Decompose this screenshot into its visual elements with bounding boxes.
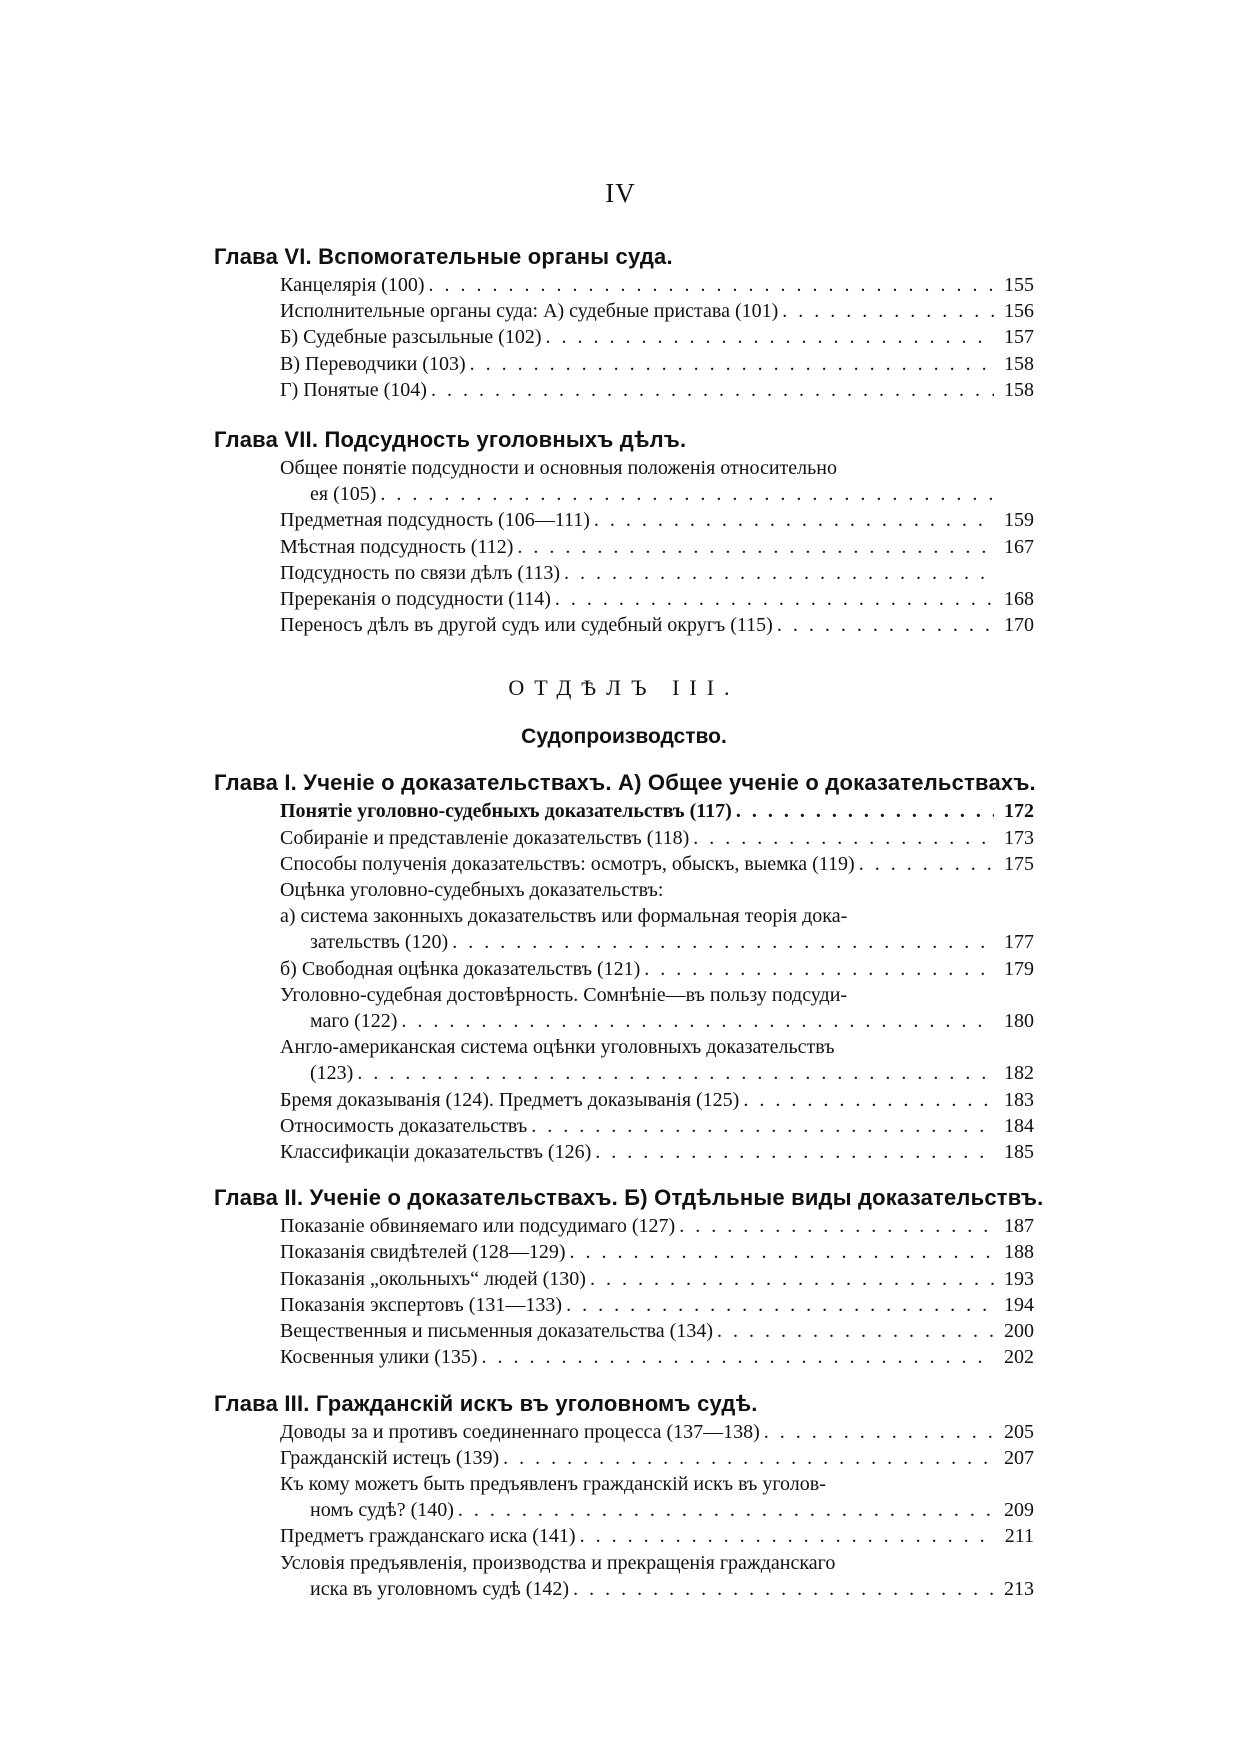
leader-dots — [470, 351, 994, 377]
toc-entry — [280, 351, 1034, 377]
toc-entry — [280, 1266, 1034, 1292]
entry-text: номъ судѣ? (140) — [310, 1499, 454, 1522]
entry-text: Пререканія о подсудности (114) — [280, 588, 551, 611]
leader-dots — [594, 507, 994, 533]
toc-entry — [280, 560, 1034, 586]
page-ref: 202 — [1004, 1346, 1034, 1369]
toc-entry — [280, 956, 1034, 982]
entry-text: Предметная подсудность (106—111) — [280, 509, 590, 532]
page-ref: 172 — [1004, 800, 1034, 823]
chapter-heading: Глава III. Гражданскій искъ въ уголовномъ судѣ. — [214, 1390, 758, 1416]
entry-text: Способы полученія доказательствъ: осмотръ, обыскъ, выемка (119) — [280, 852, 855, 875]
toc-entry — [310, 1008, 1034, 1034]
entry-text: Оцѣнка уголовно-судебныхъ доказательствъ: — [280, 879, 664, 902]
page-ref: 183 — [1004, 1088, 1034, 1111]
entry-text: Уголовно-судебная достовѣрность. Сомнѣніе—въ пользу подсуди- — [280, 983, 848, 1006]
leader-dots — [503, 1445, 994, 1471]
entry-text: Показанія экспертовъ (131—133) — [280, 1293, 563, 1316]
leader-dots — [573, 1576, 994, 1602]
toc-entry — [280, 1344, 1034, 1370]
page-ref: 187 — [1004, 1215, 1034, 1238]
leader-dots — [777, 612, 994, 638]
entry-text: Понятіе уголовно-судебныхъ доказательствъ (117) — [280, 800, 732, 823]
leader-dots — [693, 825, 994, 851]
leader-dots — [555, 586, 994, 612]
table-of-contents — [214, 244, 1044, 1602]
leader-dots — [595, 1139, 994, 1165]
leader-dots — [431, 377, 994, 403]
toc-entry — [280, 612, 1034, 638]
entry-text: Мѣстная подсудность (112) — [280, 535, 514, 558]
leader-dots — [644, 956, 994, 982]
toc-entry — [280, 507, 1034, 533]
entry-text: Показаніе обвиняемаго или подсудимаго (127) — [280, 1215, 676, 1238]
entry-text: Подсудность по связи дѣлъ (113) — [280, 561, 561, 584]
page-ref: 158 — [1004, 352, 1034, 375]
toc-entry — [280, 1523, 1034, 1549]
toc-entry — [280, 298, 1034, 324]
entry-text: Условія предъявленія, производства и прекращенія гражданскаго — [280, 1551, 836, 1574]
page-ref: 156 — [1004, 300, 1034, 323]
page-ref: 185 — [1004, 1141, 1034, 1164]
leader-dots — [736, 798, 994, 824]
entry-text: Предметъ гражданскаго иска (141) — [280, 1525, 576, 1548]
entry-text: Собираніе и представленіе доказательствъ (118) — [280, 826, 690, 849]
page-ref: 173 — [1004, 826, 1034, 849]
page-ref: 213 — [1004, 1577, 1034, 1600]
page-ref: 188 — [1004, 1241, 1034, 1264]
toc-entry — [280, 1239, 1034, 1265]
leader-dots — [458, 1497, 994, 1523]
leader-dots — [531, 1113, 994, 1139]
chapter-heading: Глава II. Ученіе о доказательствахъ. Б) Отдѣльные виды доказательствъ. — [214, 1185, 1044, 1211]
toc-entry — [280, 1318, 1034, 1344]
page-ref: 175 — [1004, 852, 1034, 875]
page-ref: 168 — [1004, 588, 1034, 611]
entry-text: Косвенныя улики (135) — [280, 1346, 478, 1369]
page-ref: 180 — [1004, 1010, 1034, 1033]
chapter-heading: Глава VI. Вспомогательные органы суда. — [214, 244, 673, 269]
leader-dots — [401, 1008, 994, 1034]
leader-dots — [580, 1523, 994, 1549]
toc-entry — [280, 1113, 1034, 1139]
leader-dots — [590, 1266, 994, 1292]
page-ref: 209 — [1004, 1499, 1034, 1522]
toc-entry — [280, 324, 1034, 350]
entry-text: зательствъ (120) — [310, 931, 449, 954]
leader-dots — [743, 1087, 994, 1113]
entry-text: Переносъ дѣлъ въ другой судъ или судебный округъ (115) — [280, 614, 773, 637]
toc-entry — [280, 534, 1034, 560]
page-ref: 200 — [1004, 1320, 1034, 1343]
entry-text: В) Переводчики (103) — [280, 352, 466, 375]
entry-text: Общее понятіе подсудности и основныя положенія относительно — [280, 457, 837, 480]
toc-entry — [280, 377, 1034, 403]
page-ref: 157 — [1004, 326, 1034, 349]
leader-dots — [380, 481, 994, 507]
entry-text: Англо-американская система оцѣнки уголовныхъ доказательствъ — [280, 1036, 835, 1059]
leader-dots — [546, 324, 994, 350]
toc-entry — [280, 1292, 1034, 1318]
entry-text: маго (122) — [310, 1010, 398, 1033]
leader-dots — [566, 1292, 994, 1318]
leader-dots — [570, 1239, 994, 1265]
page-ref: 207 — [1004, 1446, 1034, 1469]
leader-dots — [357, 1060, 994, 1086]
toc-entry — [280, 1139, 1034, 1165]
page-ref: 179 — [1004, 957, 1034, 980]
leader-dots — [517, 534, 994, 560]
entry-text: Исполнительные органы суда: А) судебные пристава (101) — [280, 300, 779, 323]
entry-text: ея (105) — [310, 483, 377, 506]
toc-entry — [310, 929, 1034, 955]
toc-entry — [280, 798, 1034, 824]
page-ref: 177 — [1004, 931, 1034, 954]
page-ref: 170 — [1004, 614, 1034, 637]
entry-text: Б) Судебные разсыльные (102) — [280, 326, 542, 349]
page-ref: 194 — [1004, 1293, 1034, 1316]
page-ref: 205 — [1004, 1420, 1034, 1443]
toc-entry — [280, 1213, 1034, 1239]
leader-dots — [859, 851, 994, 877]
chapter-heading: Глава I. Ученіе о доказательствахъ. А) Общее ученіе о доказательствахъ. — [214, 770, 1036, 796]
page-ref: 193 — [1004, 1267, 1034, 1290]
page-ref: 167 — [1004, 535, 1034, 558]
toc-entry — [310, 1497, 1034, 1523]
entry-text: Показанія свидѣтелей (128—129) — [280, 1241, 566, 1264]
leader-dots — [764, 1419, 994, 1445]
leader-dots — [482, 1344, 994, 1370]
entry-text: Классификаціи доказательствъ (126) — [280, 1141, 592, 1164]
entry-text: а) система законныхъ доказательствъ или формальная теорія дока- — [280, 905, 848, 928]
toc-entry — [280, 851, 1034, 877]
toc-entry — [280, 1087, 1034, 1113]
entry-text: Вещественныя и письменныя доказательства (134) — [280, 1320, 713, 1343]
toc-entry — [280, 1419, 1034, 1445]
page-number: IV — [605, 178, 636, 208]
toc-entry — [280, 825, 1034, 851]
section-title: ОТДѢЛЪ III. — [508, 675, 740, 701]
toc-entry — [310, 481, 1034, 507]
entry-text: Гражданскій истецъ (139) — [280, 1446, 500, 1469]
entry-text: Къ кому можетъ быть предъявленъ гражданскій искъ въ уголов- — [280, 1472, 826, 1495]
leader-dots — [564, 560, 994, 586]
leader-dots — [717, 1318, 994, 1344]
toc-entry — [280, 586, 1034, 612]
entry-text: Бремя доказыванія (124). Предметъ доказыванія (125) — [280, 1088, 740, 1111]
toc-entry — [310, 1060, 1034, 1086]
chapter-heading: Глава VII. Подсудность уголовныхъ дѣлъ. — [214, 427, 687, 453]
entry-text: Канцелярія (100) — [280, 274, 425, 296]
section-subtitle: Судопроизводство. — [521, 725, 727, 749]
leader-dots — [452, 929, 994, 955]
toc-entry — [280, 272, 1034, 298]
entry-text: Г) Понятые (104) — [280, 378, 427, 401]
page-ref: 211 — [1004, 1525, 1034, 1548]
entry-text: Доводы за и противъ соединеннаго процесса (137—138) — [280, 1420, 760, 1443]
entry-text: Относимость доказательствъ — [280, 1114, 528, 1137]
toc-entry — [310, 1576, 1034, 1602]
entry-text: б) Свободная оцѣнка доказательствъ (121) — [280, 957, 641, 980]
leader-dots — [782, 298, 994, 324]
leader-dots — [679, 1213, 994, 1239]
toc-entry — [280, 1445, 1034, 1471]
page-ref: 159 — [1004, 509, 1034, 532]
page-ref: 182 — [1004, 1062, 1034, 1085]
page-ref: 158 — [1004, 378, 1034, 401]
entry-text: иска въ уголовномъ судѣ (142) — [310, 1577, 570, 1600]
page-ref: 155 — [1004, 274, 1034, 296]
entry-text: Показанія „окольныхъ“ людей (130) — [280, 1267, 586, 1290]
page-ref: 184 — [1004, 1114, 1034, 1137]
entry-text: (123) — [310, 1062, 354, 1085]
leader-dots — [429, 272, 995, 298]
